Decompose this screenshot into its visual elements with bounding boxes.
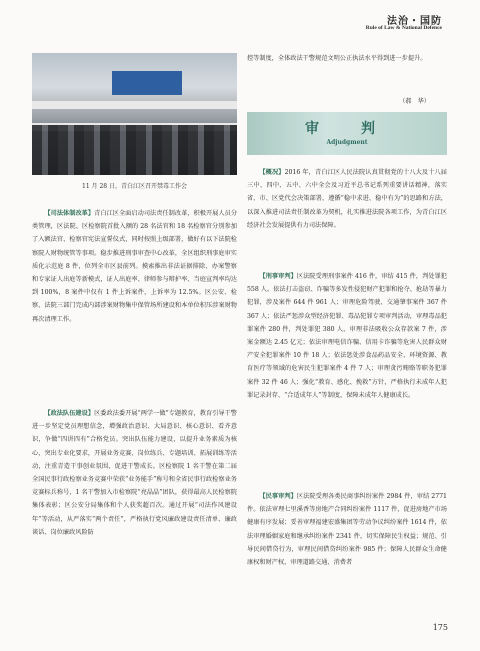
- left-column: [32, 207, 237, 326]
- section-tag: 【政法队伍建设】: [44, 410, 95, 417]
- paragraph-text: 2016 年，青白江区人民法院认真贯彻党的十八大及十八届三中、四中、五中、六中全会及习近平总书记系列重要讲话精神，落实省、市、区党代会决策部署，遵循“稳中求进、稳中有为”的思路和方法，以深入推进司法责任制改革为契机，扎实推进法院各项工作，为青白江区经济社会发展提供有力司法保障。: [247, 169, 447, 229]
- section-tag: 【概况】: [259, 169, 285, 176]
- left-column-2: [32, 407, 237, 539]
- right-column: [247, 166, 447, 232]
- audience: [32, 125, 237, 175]
- author-signature: （郝 华）: [399, 98, 430, 105]
- paragraph-criminal-trial: [247, 270, 447, 402]
- paragraph-text: 区委政法委开展“两学一做”专题教育，教育引导干警进一步坚定党员理想信念，增强政治意识、大局意识、核心意识、看齐意识，争做“四讲四有”合格党员。突出队伍能力建设，以提升业务素质为核心，突出专业化要求，开展业务竞赛、岗位练兵、专题培训、拓展训练等活动，注重青造干事创业氛围，促进干警成长。区检察院 1 名干警在第二届全国民事行政检察业务竞赛中荣获“业务能手”称号和全省民事行政检察业务竞赛标兵称号，1 名干警加入市检察院“亮晶晶”团队，获得最高人民检察院集体表彰；区公安分局集体和个人获奖超百次。通过开展“司法作风建设年”等活动，从严落实“两个责任”，严格执行党风廉政建设责任清单、廉政谈话、岗位廉政风险防: [32, 410, 237, 536]
- right-column-2: [247, 270, 447, 402]
- header-subtitle: Rule of Law & National Defence: [365, 25, 442, 31]
- conference-photo: [32, 53, 237, 175]
- paragraph-team-building: [32, 407, 237, 539]
- header-title: 法治・国防: [387, 16, 442, 27]
- paragraph-text: 区法院受理各类民商事纠纷案件 2984 件，审结 2771 件。依法审理七里溪香等房地产合同纠纷案件 1117 件，促进房地产市场健康有序发展；妥善审理福建宏盛集团等劳动争议纠纷案件 1614 件，依法审理婚姻家庭和继承纠纷案件 2341 件，切实保障民生权益；规范、引导民间借贷行为，审理民间借贷纠纷案件 985 件；保障人民群众生命健康权和财产权，审理道路交通、消费者: [247, 493, 447, 567]
- section-banner-subtitle: Adjudgment: [326, 139, 368, 146]
- paragraph-overview: [247, 166, 447, 232]
- page-number: 175: [432, 623, 448, 632]
- section-tag: 【司法体制改革】: [44, 210, 95, 217]
- paragraph-judicial-reform: [32, 207, 237, 326]
- continued-paragraph: 控等制度，全体政法干警规范文明公正执法水平得到进一步提升。: [247, 55, 427, 62]
- paragraph-text: 区法院受理刑事案件 416 件，审结 415 件，判处罪犯 558 人。依法打击盗窃、诈骗等多发性侵犯财产犯罪和抢夺、抢劫等暴力犯罪，涉及案件 644 件 961 人；审理危险驾驶、交通肇事案件 367 件 367 人；依法严惩涉众型经济犯罪、毒品犯罪专项审判活动，审理毒品犯罪案件 280 件，判处罪犯 380 人，审理非法吸收公众存款案 7 件，涉案金额达 2.45 亿元；依法审理电信诈骗、信用卡诈骗等危害人民群众财产安全犯罪案件 10 件 18 人；依法惩处涉食品药品安全、环境资源、教育医疗等领域的危害民生犯罪案件 4 件 7 人；审理贪污贿赂等职务犯罪案件 32 件 46 人；强化“教育、感化、挽救”方针，严格执行未成年人犯罪记录封存、“合适成年人”等制度，保障未成年人健康成长。: [247, 273, 447, 399]
- right-column-3: [247, 490, 447, 569]
- paragraph-civil-trial: [247, 490, 447, 569]
- section-banner-title: 审 判: [305, 121, 389, 137]
- photo-caption: 11 月 28 日，青白江区召开禁毒工作会: [82, 183, 187, 190]
- section-banner: [247, 112, 447, 155]
- section-tag: 【民事审判】: [259, 493, 297, 500]
- paragraph-text: 青白江区全面启动司法责任制改革，积极开展人员分类管理，区法院、区检察院首批入额的 28 名法官和 18 名检察官分别参加了入额法官、检察官宪法宣誓仪式，同时按照上级部署，做好有以下法院检察院人财物统管等事项。稳步推进刑事审查中心改革，全区组织刑事庭审实质化示范庭 8 件，位列全市区县前列。摸索推出非法证据排除、办案警察和专家证人出庭等新模式，证人出庭率、律师参与辩护率、当庭宣判率均达到 100%，8 案件中仅有 1 件上诉案件，上诉率为 12.5%。区公安、检察、法院三部门完成内部涉案财物集中保管场所建设和本单位积压涉案财物再次清理工作。: [32, 210, 238, 323]
- section-tag: 【刑事审判】: [259, 273, 297, 280]
- right-column-top: [247, 52, 447, 65]
- conference-table: [32, 101, 237, 109]
- stage-banner: [112, 71, 182, 95]
